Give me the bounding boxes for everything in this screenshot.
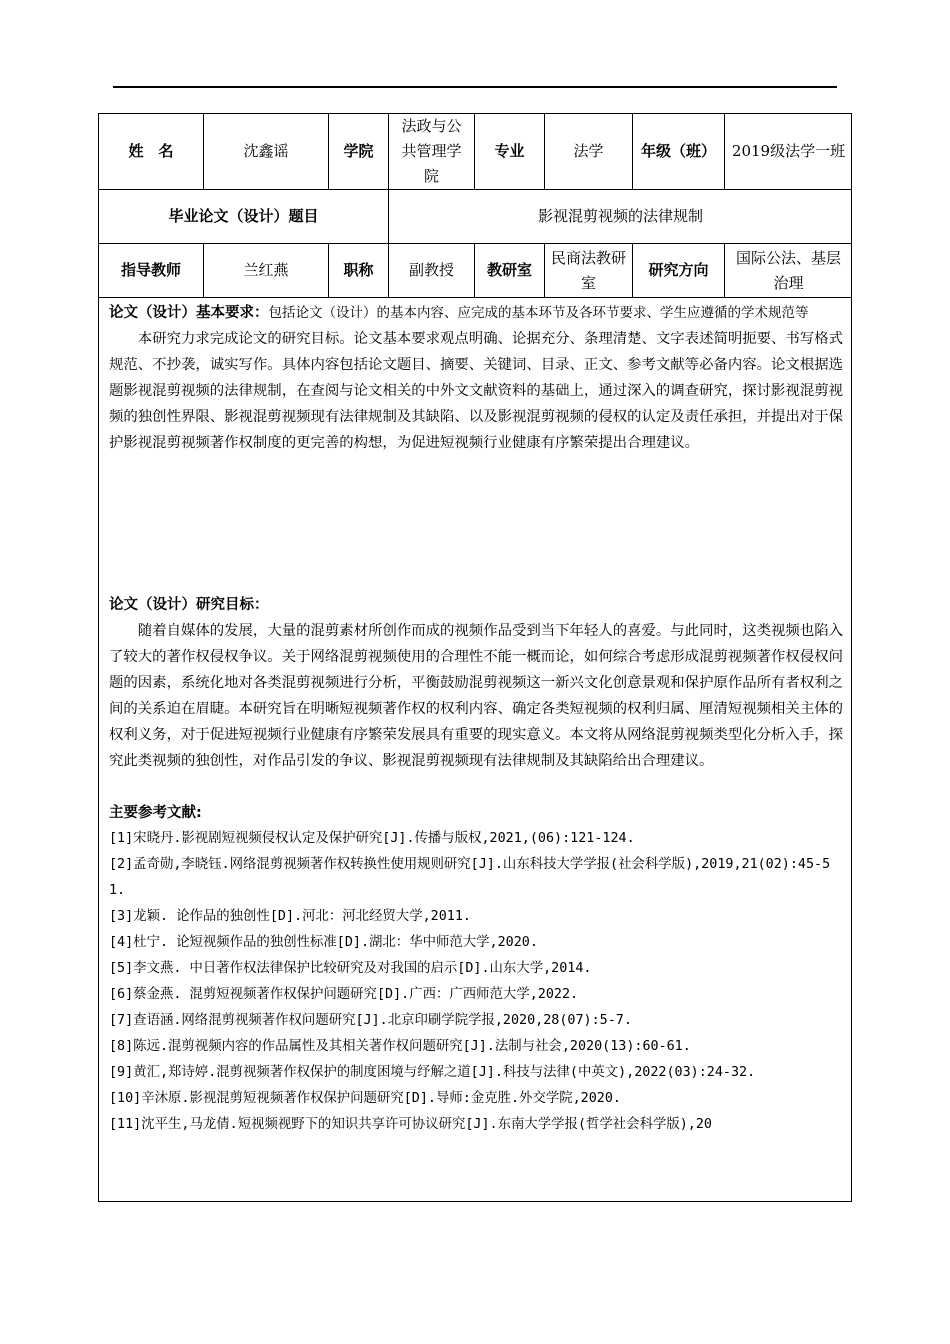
name-label: 姓 名 xyxy=(99,114,204,190)
thesis-title: 影视混剪视频的法律规制 xyxy=(389,190,853,244)
reference-item: [10]辛沐原.影视混剪短视频著作权保护问题研究[D].导师:金克胜.外交学院,2020. xyxy=(109,1091,621,1106)
reference-item: [8]陈远.混剪视频内容的作品属性及其相关著作权问题研究[J].法制与社会,2020(13):60-61. xyxy=(109,1039,691,1054)
requirements-section xyxy=(109,300,843,456)
thesis-form xyxy=(98,113,852,1202)
requirements-text: 本研究力求完成论文的研究目标。论文基本要求观点明确、论据充分、条理清楚、文字表述简明扼要、书写格式规范、不抄袭，诚实写作。具体内容包括论文题目、摘要、关键词、目录、正文、参考文献等必备内容。论文根据选题影视混剪视频的法律规制，在查阅与论文相关的中外文文献资料的基础上，通过深入的调查研究，探讨影视混剪视频的独创性界限、影视混剪视频现有法律规制及其缺陷、以及影视混剪视频的侵权的认定及责任承担，并提出对于保护影视混剪视频著作权制度的更完善的构想，为促进短视频行业健康有序繁荣提出合理建议。 xyxy=(109,331,843,451)
reference-item: [1]宋晓丹.影视剧短视频侵权认定及保护研究[J].传播与版权,2021,(06):121-124. xyxy=(109,831,635,846)
requirements-heading: 论文（设计）基本要求： xyxy=(109,305,269,321)
reference-item: [5]李文燕. 中日著作权法律保护比较研究及对我国的启示[D].山东大学,2014. xyxy=(109,961,592,976)
grade-label: 年级（班） xyxy=(633,114,725,190)
reference-item: [9]黄汇,郑诗婷.混剪视频著作权保护的制度困境与纾解之道[J].科技与法律(中英文),2022(03):24-32. xyxy=(109,1065,756,1080)
grade-value: 2019级法学一班 xyxy=(725,114,853,190)
thesis-title-label: 毕业论文（设计）题目 xyxy=(99,190,389,244)
objectives-heading: 论文（设计）研究目标： xyxy=(109,597,269,613)
form-body xyxy=(99,298,851,1138)
references-section xyxy=(109,800,843,1138)
college-label: 学院 xyxy=(329,114,389,190)
office-value: 民商法教研室 xyxy=(545,244,633,298)
info-table xyxy=(98,113,852,298)
reference-item: [6]蔡金燕. 混剪短视频著作权保护问题研究[D].广西：广西师范大学,2022. xyxy=(109,987,579,1002)
college-value: 法政与公共管理学院 xyxy=(389,114,475,190)
header-rule xyxy=(113,86,837,88)
reference-item: [2]孟奇勋,李晓钰.网络混剪视频著作权转换性使用规则研究[J].山东科技大学学报(社会科学版),2019,21(02):45-51. xyxy=(109,857,831,898)
direction-label: 研究方向 xyxy=(633,244,725,298)
reference-item: [11]沈平生,马龙倩.短视频视野下的知识共享许可协议研究[J].东南大学学报(哲学社会科学版),20 xyxy=(109,1117,712,1132)
student-name: 沈鑫谣 xyxy=(204,114,329,190)
advisor-label: 指导教师 xyxy=(99,244,204,298)
objectives-section xyxy=(109,592,843,774)
advisor-name: 兰红燕 xyxy=(204,244,329,298)
major-value: 法学 xyxy=(545,114,633,190)
objectives-text: 随着自媒体的发展，大量的混剪素材所创作而成的视频作品受到当下年轻人的喜爱。与此同时，这类视频也陷入了较大的著作权侵权争议。关于网络混剪视频使用的合理性不能一概而论，如何综合考虑形成混剪视频著作权侵权问题的因素，系统化地对各类混剪视频进行分析，平衡鼓励混剪视频这一新兴文化创意景观和保护原作品所有者权利之间的关系迫在眉睫。本研究旨在明晰短视频著作权的权利内容、确定各类短视频的权利归属、厘清短视频相关主体的权利义务，对于促进短视频行业健康有序繁荣发展具有重要的现实意义。本文将从网络混剪视频类型化分析入手，探究此类视频的独创性，对作品引发的争议、影视混剪视频现有法律规制及其缺陷给出合理建议。 xyxy=(109,623,843,769)
major-label: 专业 xyxy=(475,114,545,190)
rank-label: 职称 xyxy=(329,244,389,298)
office-label: 教研室 xyxy=(475,244,545,298)
direction-value: 国际公法、基层治理 xyxy=(725,244,853,298)
reference-item: [3]龙颖. 论作品的独创性[D].河北：河北经贸大学,2011. xyxy=(109,909,471,924)
reference-item: [7]查语涵.网络混剪视频著作权问题研究[J].北京印刷学院学报,2020,28(07):5-7. xyxy=(109,1013,632,1028)
reference-item: [4]杜宁. 论短视频作品的独创性标准[D].湖北：华中师范大学,2020. xyxy=(109,935,538,950)
requirements-desc: 包括论文（设计）的基本内容、应完成的基本环节及各环节要求、学生应遵循的学术规范等 xyxy=(268,305,809,321)
references-heading: 主要参考文献: xyxy=(109,805,202,821)
rank-value: 副教授 xyxy=(389,244,475,298)
